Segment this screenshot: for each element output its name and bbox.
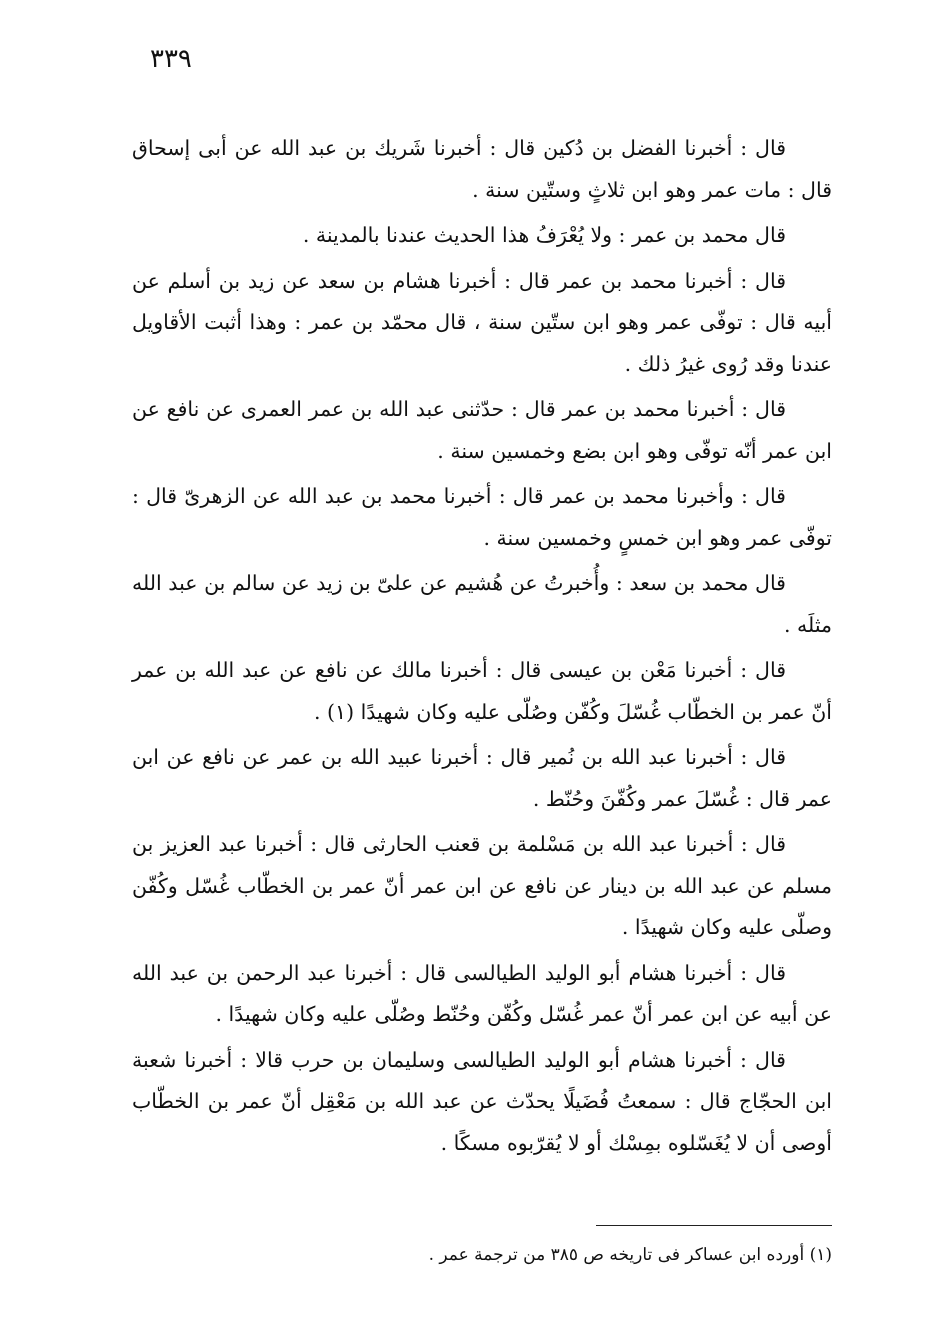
paragraph: قال : أخبرنا محمد بن عمر قال : حدّثنى عبد الله بن عمر العمرى عن نافع عن ابن عمر أنّه توفّى وهو ابن بضع وخمسين سنة . — [132, 397, 832, 463]
paragraph: قال : أخبرنا عبد الله بن مَسْلمة بن قعنب الحارثى قال : أخبرنا عبد العزيز بن مسلم عن عبد الله بن دينار عن نافع عن ابن عمر أنّ عمر بن الخطّاب غُسّل وكُفّن وصلّى عليه وكان شهيدًا . — [132, 832, 832, 939]
paragraph: قال محمد بن عمر : ولا يُعْرَفُ هذا الحديث عندنا بالمدينة . — [302, 223, 786, 247]
paragraph: قال : أخبرنا مَعْن بن عيسى قال : أخبرنا مالك عن نافع عن عبد الله بن عمر أنّ عمر بن الخطّاب غُسّلَ وكُفّن وصُلّى عليه وكان شهيدًا (١) . — [132, 658, 832, 724]
paragraph: قال : أخبرنا محمد بن عمر قال : أخبرنا هشام بن سعد عن زيد بن أسلم عن أبيه قال : توفّى عمر وهو ابن ستّين سنة ، قال محمّد بن عمر : وهذا أثبت الأقاويل عندنا وقد رُوى غيرُ ذلك . — [132, 268, 832, 376]
paragraph: قال : أخبرنا هشام أبو الوليد الطيالسى قال : أخبرنا عبد الرحمن بن عبد الله عن أبيه عن ابن عمر أنّ عمر غُسّل وكُفّن وحُنّط وصُلّى عليه وكان شهيدًا . — [132, 960, 832, 1026]
paragraph: قال : وأخبرنا محمد بن عمر قال : أخبرنا محمد بن عبد الله عن الزهرىّ قال : توفّى عمر وهو ابن خمسٍ وخمسين سنة . — [132, 484, 832, 550]
paragraph: قال : أخبرنا عبد الله بن نُمير قال : أخبرنا عبيد الله بن عمر عن نافع عن ابن عمر قال : غُسّلَ عمر وكُفّنَ وحُنّط . — [132, 745, 832, 811]
footnote-divider — [596, 1225, 832, 1226]
paragraph: قال محمد بن سعد : وأُخبرتُ عن هُشيم عن علىّ بن زيد عن سالم بن عبد الله مثلَه . — [132, 571, 832, 637]
footnote: (١) أورده ابن عساكر فى تاريخه ص ٣٨٥ من ترجمة عمر . — [428, 1245, 832, 1265]
page-number: ٣٣٩ — [150, 44, 192, 74]
paragraph: قال : أخبرنا هشام أبو الوليد الطيالسى وسليمان بن حرب قالا : أخبرنا شعبة ابن الحجّاج قال : سمعتُ فُضَيلًا يحدّث عن عبد الله بن مَعْقِل أنّ عمر بن الخطّاب أوصى أن لا يُغَسّلوه بمِسْك أو لا يُقرّبوه مسكًا . — [132, 1047, 832, 1155]
body-text — [132, 128, 832, 1168]
paragraph: قال : أخبرنا الفضل بن دُكين قال : أخبرنا شَريك بن عبد الله عن أبى إسحاق قال : مات عمر وهو ابن ثلاثٍ وستّين سنة . — [132, 136, 832, 202]
